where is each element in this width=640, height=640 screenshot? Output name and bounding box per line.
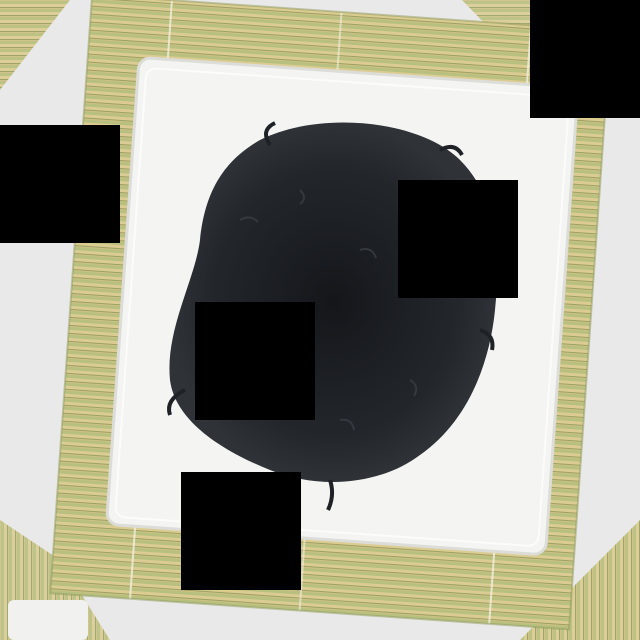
mask-bottom — [181, 472, 301, 590]
mask-center-left — [195, 302, 315, 420]
mask-top-right — [530, 0, 640, 118]
mask-center-right — [398, 180, 518, 298]
mask-left — [0, 125, 120, 243]
